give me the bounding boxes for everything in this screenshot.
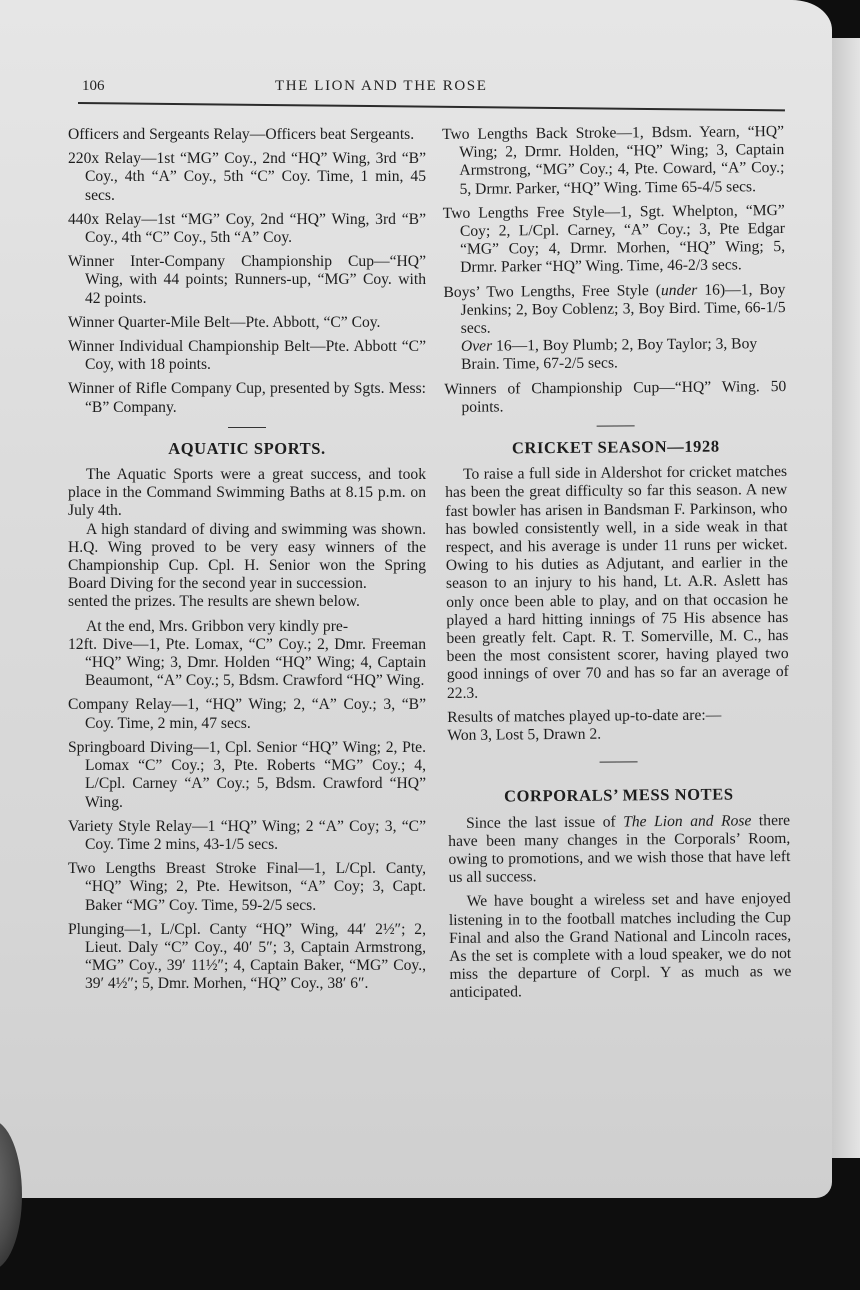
corporals-paragraph: We have bought a wireless set and have enjoyed listening in to the football matches including the Cup Final and also the Grand National and Lincoln races, As the set is complete with a loud speaker, we do not miss the departure of Corpl. Y as much as we anticipated.	[448, 890, 792, 1002]
cricket-paragraph: To raise a full side in Aldershot for cricket matches has been the great difficulty so far this season. A new fast bowler has arisen in Bandsman F. Parkinson, who has bowled consistently well, in a side weak in that respect, and his average is under 11 runs per wicket. Owing to his duties as Adjutant, and earlier in the season to an injury to his hand, Lt. A.R. Aslett has only once been able to play, and on that occasion he played a hard hitting innings of 75 His absence has been greatly felt. Capt. R. T. Somerville, M. C., has been the most consistent scorer, having played two good innings of over 70 and has so far an average of 22.3.	[445, 463, 789, 702]
page-header	[80, 76, 785, 98]
sports-result: Officers and Sergeants Relay—Officers beat Sergeants.	[68, 126, 415, 143]
aquatic-paragraph: At the end, Mrs. Gribbon very kindly pre-	[86, 617, 349, 635]
cricket-results: Won 3, Lost 5, Drawn 2.	[447, 725, 602, 745]
sports-result: Winner Individual Championship Belt—Pte. Abbott “C” Coy, with 18 points.	[68, 338, 426, 374]
header-rule	[78, 102, 785, 111]
running-title: THE LION AND THE ROSE	[275, 78, 488, 94]
sports-result: 220x Relay—1st “MG” Coy., 2nd “HQ” Wing, 3rd “B” Coy., 4th “A” Coy., 5th “C” Coy. Time, 1 min, 45 secs.	[68, 150, 426, 204]
section-divider	[228, 427, 266, 428]
boys-over: Over	[460, 337, 493, 356]
boys-lead: Boys’ Two Lengths, Free Style (	[443, 281, 662, 301]
championship-result: Winners of Championship Cup—“HQ” Wing. 50 points.	[444, 377, 787, 416]
aquatic-result: Plunging—1, L/Cpl. Canty “HQ” Wing, 44′ 2½″; 2, Lieut. Daly “C” Coy., 40′ 5″; 3, Captain Armstrong, “MG” Coy., 39′ 11½″; 4, Captain Baker, “MG” Coy., 39′ 4½″; 5, Dmr. Morhen, “HQ” Coy., 38′ 6″.	[68, 920, 426, 993]
next-page-edge	[832, 38, 860, 1158]
sports-result: Winner Quarter-Mile Belt—Pte. Abbott, “C” Coy.	[68, 313, 381, 331]
aquatic-result: Two Lengths Breast Stroke Final—1, L/Cpl. Canty, “HQ” Wing; 2, Pte. Hewitson, “A” Coy; 3, Capt. Baker “MG” Coy. Time, 59-2/5 secs.	[68, 860, 426, 914]
aquatic-result: Company Relay—1, “HQ” Wing; 2, “A” Coy.; 3, “B” Coy. Time, 2 min, 47 secs.	[68, 696, 426, 732]
aquatic-sports-heading: AQUATIC SPORTS.	[168, 438, 326, 458]
section-divider	[597, 425, 635, 426]
magazine-title: The Lion and Rose	[623, 811, 752, 830]
aquatic-paragraph-tail: sented the prizes. The results are shewn below.	[68, 593, 360, 611]
corporals-paragraph	[448, 811, 791, 887]
aquatic-result: 12ft. Dive—1, Pte. Lomax, “C” Coy.; 2, Dmr. Freeman “HQ” Wing; 3, Dmr. Holden “HQ” Wing; 4, Captain Beaumont, “A” Coy.; 5, Bdsm. Crawford “HQ” Wing.	[68, 635, 426, 690]
boys-lead-tail: 16)—1, Boy Jenkins; 2, Boy Coblenz; 3, Boy Bird. Time, 66-1/5 secs.	[460, 280, 786, 337]
boys-under: under	[660, 281, 698, 299]
section-divider	[600, 762, 638, 763]
aquatic-result: Two Lengths Free Style—1, Sgt. Whelpton, “MG” Coy; 2, L/Cpl. Carney, “A” Coy.; 3, Pte Edgar “MG” Coy; 4, Drmr. Morhen, “HQ” Wing; 5, Drmr. Parker “HQ” Wing. Time, 46-2/3 secs.	[442, 201, 786, 277]
aquatic-paragraph: The Aquatic Sports were a great success, and took place in the Command Swimming Baths at 8.15 p.m. on July 4th.	[68, 466, 426, 520]
cricket-heading: CRICKET SEASON—1928	[511, 436, 720, 458]
left-column	[68, 126, 426, 1000]
corporals-heading: CORPORALS’ MESS NOTES	[503, 784, 734, 806]
page-number: 106	[82, 78, 105, 94]
boys-result	[443, 281, 785, 339]
cricket-results-intro: Results of matches played up-to-date are:—	[447, 706, 722, 726]
right-column	[442, 123, 792, 1002]
aquatic-result: Springboard Diving—1, Cpl. Senior “HQ” Wing; 2, Pte. Lomax “C” Coy.; 3, Pte. Roberts “MG” Coy.; 4, L/Cpl. Carney “A” Coy.; 5, Bdsm. Crawford “HQ” Wing.	[68, 738, 426, 811]
boys-over-result	[444, 335, 786, 374]
aquatic-result: Variety Style Relay—1 “HQ” Wing; 2 “A” Coy; 3, “C” Coy. Time 2 mins, 43-1/5 secs.	[68, 817, 426, 853]
sports-result: 440x Relay—1st “MG” Coy, 2nd “HQ” Wing, 3rd “B” Coy., 4th “C” Coy., 5th “A” Coy.	[68, 210, 426, 247]
sports-result: Winner Inter-Company Championship Cup—“HQ” Wing, with 44 points; Runners-up, “MG” Coy. with 42 points.	[68, 253, 426, 307]
aquatic-paragraph: A high standard of diving and swimming was shown. H.Q. Wing proved to be very easy winners of the Championship Cup. Cpl. H. Senior won the Spring Board Diving for the second year in succession.	[68, 520, 426, 593]
corporals-text: there have been many changes in the Corporals’ Room, owing to promotions, and we wish those that have left us all success.	[448, 811, 791, 887]
boys-over-tail: 16—1, Boy Plumb; 2, Boy Taylor; 3, Boy Brain. Time, 67-2/5 secs.	[461, 335, 758, 374]
aquatic-result: Two Lengths Back Stroke—1, Bdsm. Yearn, “HQ” Wing; 2, Drmr. Holden, “HQ” Wing; 3, Captain Armstrong, “MG” Coy.; 4, Pte. Coward, “A” Coy.; 5, Drmr. Parker, “HQ” Wing. Time 65-4/5 secs.	[442, 123, 785, 198]
sports-result: Winner of Rifle Company Cup, presented by Sgts. Mess: “B” Company.	[68, 380, 426, 416]
corporals-text: Since the last issue of	[466, 812, 624, 832]
